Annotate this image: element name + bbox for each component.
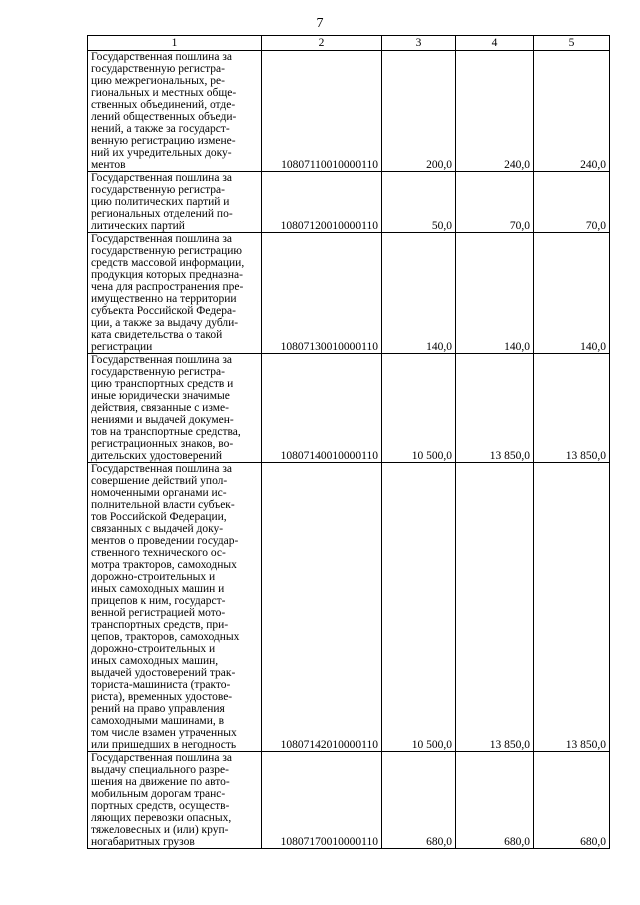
duty-description: Государственная пошлина за выдачу специального разре- шения на движение по авто- мобильным дорогам транс- портных средств, осуществ- ляющих перевозки опасных, тяжеловесных и (или) круп- ногабаритных грузов xyxy=(88,752,262,849)
table-row xyxy=(88,172,610,233)
table-row xyxy=(88,752,610,849)
amount-col3: 680,0 xyxy=(382,752,456,849)
budget-code: 10807120010000110 xyxy=(262,172,382,233)
column-header: 1 xyxy=(88,36,262,51)
duty-description: Государственная пошлина за государственную регистра- цию транспортных средств и иные юридически значимые действия, связанные с изме- нениями и выдачей докумен- тов на транспортные средства, регистрационных знаков, во- дительских удостоверений xyxy=(88,354,262,463)
budget-code: 10807110010000110 xyxy=(262,51,382,172)
amount-col5: 70,0 xyxy=(534,172,610,233)
duty-description: Государственная пошлина за государственную регистрацию средств массовой информации, продукция которых предназна- чена для распространения пре- имущественно на территории субъекта Российской Федера- ции, а также за выдачу дубли- ката свидетельства о такой регистрации xyxy=(88,233,262,354)
budget-code: 10807142010000110 xyxy=(262,463,382,752)
amount-col4: 140,0 xyxy=(456,233,534,354)
amount-col3: 200,0 xyxy=(382,51,456,172)
budget-code: 10807130010000110 xyxy=(262,233,382,354)
table-row xyxy=(88,354,610,463)
budget-code: 10807170010000110 xyxy=(262,752,382,849)
amount-col3: 140,0 xyxy=(382,233,456,354)
amount-col5: 240,0 xyxy=(534,51,610,172)
amount-col3: 10 500,0 xyxy=(382,463,456,752)
amount-col3: 10 500,0 xyxy=(382,354,456,463)
budget-code: 10807140010000110 xyxy=(262,354,382,463)
table-row xyxy=(88,463,610,752)
amount-col5: 680,0 xyxy=(534,752,610,849)
amount-col5: 13 850,0 xyxy=(534,463,610,752)
amount-col4: 70,0 xyxy=(456,172,534,233)
column-header: 3 xyxy=(382,36,456,51)
duty-description: Государственная пошлина за совершение действий упол- номоченными органами ис- полнительной власти субъек- тов Российской Федерации, связанных с выдачей доку- ментов о проведении государ- ственного технического ос- мотра тракторов, самоходных дорожно-строительных и иных самоходных машин и прицепов к ним, государст- венной регистрацией мото- транспортных средств, при- цепов, тракторов, самоходных дорожно-строительных и иных самоходных машин, выдачей удостоверений трак- ториста-машиниста (тракто- риста), временных удостове- рений на право управления самоходными машинами, в том числе взамен утраченных или пришедших в негодность xyxy=(88,463,262,752)
duty-description: Государственная пошлина за государственную регистра- цию межрегиональных, ре- гиональных и местных обще- ственных объединений, отде- лений общественных объеди- нений, а также за государст- венную регистрацию измене- ний их учредительных доку- ментов xyxy=(88,51,262,172)
amount-col3: 50,0 xyxy=(382,172,456,233)
budget-table xyxy=(87,35,610,849)
table-row xyxy=(88,233,610,354)
amount-col5: 13 850,0 xyxy=(534,354,610,463)
amount-col4: 240,0 xyxy=(456,51,534,172)
amount-col5: 140,0 xyxy=(534,233,610,354)
amount-col4: 13 850,0 xyxy=(456,463,534,752)
amount-col4: 680,0 xyxy=(456,752,534,849)
table-row xyxy=(88,51,610,172)
page-number: 7 xyxy=(316,16,324,31)
duty-description: Государственная пошлина за государственную регистра- цию политических партий и региональных отделений по- литических партий xyxy=(88,172,262,233)
header-row xyxy=(88,36,610,51)
column-header: 5 xyxy=(534,36,610,51)
amount-col4: 13 850,0 xyxy=(456,354,534,463)
column-header: 2 xyxy=(262,36,382,51)
column-header: 4 xyxy=(456,36,534,51)
